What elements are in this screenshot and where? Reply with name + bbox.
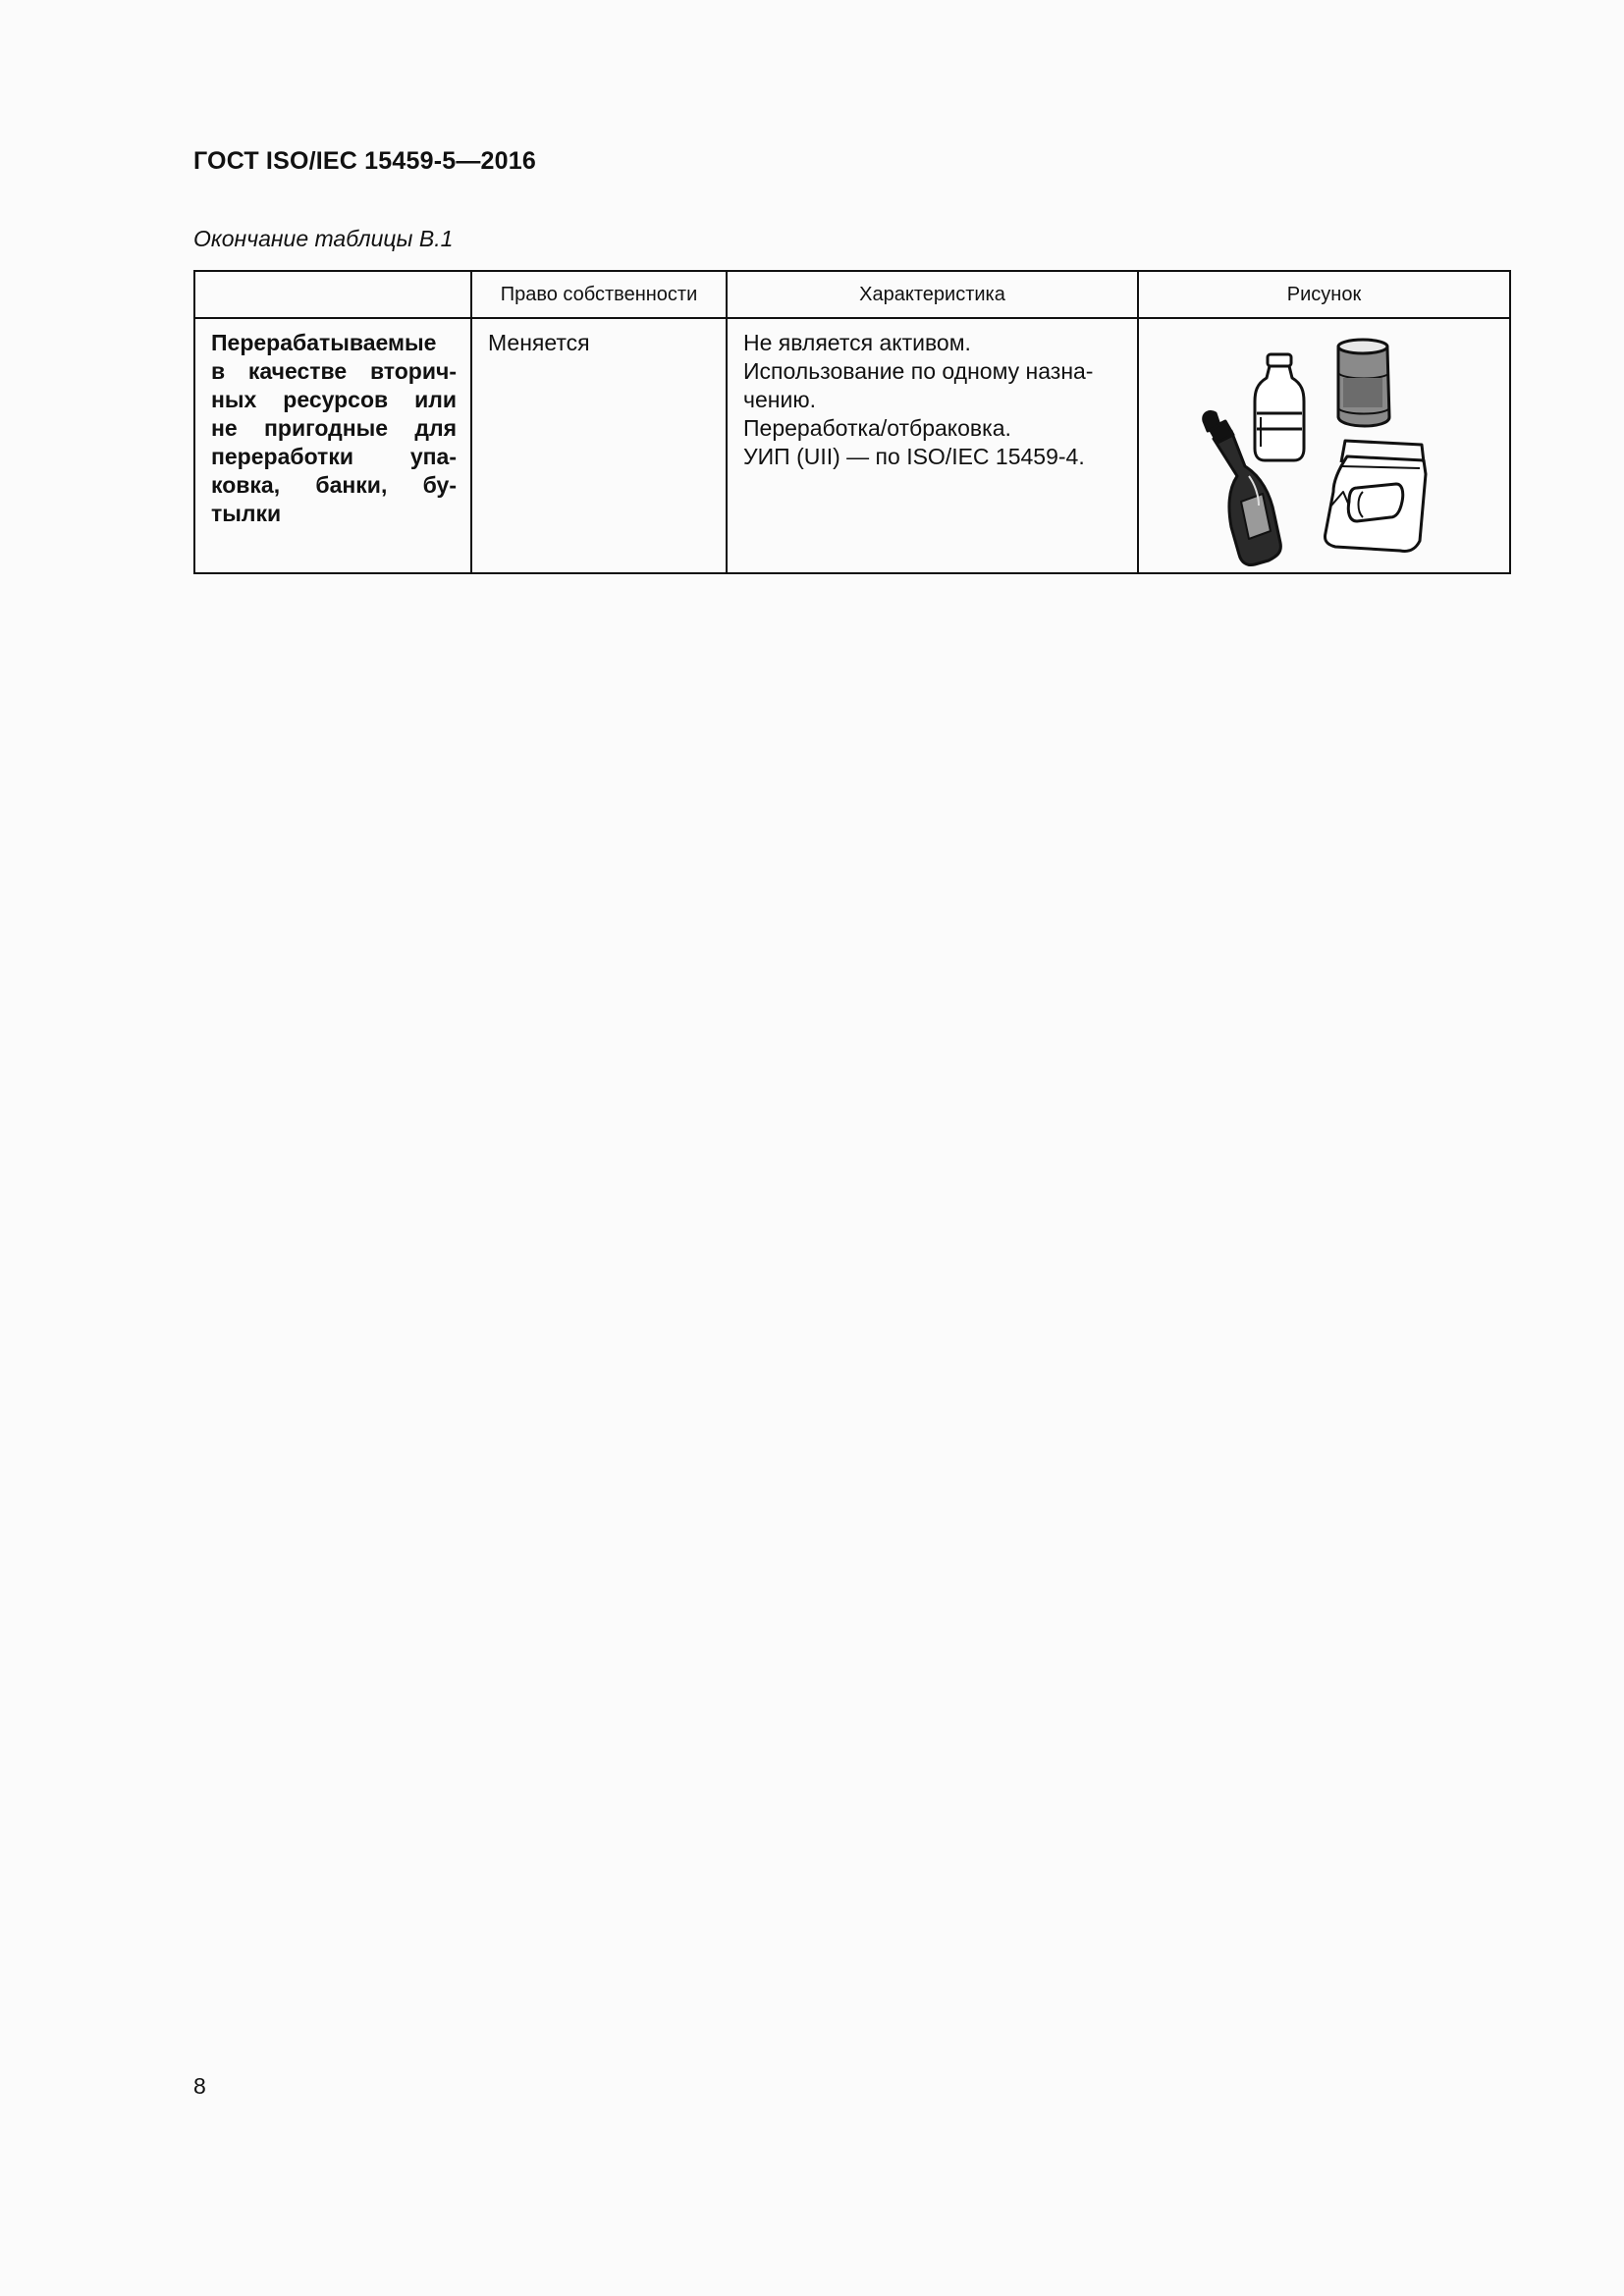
column-header-characteristic: Характеристика xyxy=(727,271,1138,318)
plastic-bottle-icon xyxy=(1255,354,1304,460)
characteristic-line: Не является активом. xyxy=(743,330,971,355)
table-caption: Окончание таблицы В.1 xyxy=(193,226,454,251)
category-line: не пригодные для xyxy=(211,415,457,441)
ownership-cell xyxy=(471,318,727,573)
page-number: 8 xyxy=(193,2073,206,2099)
can-icon xyxy=(1338,340,1389,426)
characteristic-cell xyxy=(727,318,1138,573)
characteristic-line: Переработка/отбраковка. xyxy=(743,415,1011,441)
category-cell xyxy=(194,318,471,573)
table-row xyxy=(194,318,1510,573)
category-line: тылки xyxy=(211,501,282,526)
column-header-category xyxy=(194,271,471,318)
package-bag-icon xyxy=(1325,441,1426,552)
picture-cell xyxy=(1138,318,1510,573)
main-table xyxy=(193,270,1511,574)
category-line: переработки упа- xyxy=(211,444,457,469)
category-line: ных ресурсов или xyxy=(211,387,457,412)
category-line: ковка, банки, бу- xyxy=(211,472,457,498)
characteristic-line: чению. xyxy=(743,387,816,412)
column-header-picture: Рисунок xyxy=(1138,271,1510,318)
characteristic-line: УИП (UII) — по ISO/IEC 15459-4. xyxy=(743,444,1085,469)
recycling-illustration xyxy=(1139,319,1507,570)
column-header-ownership: Право собственности xyxy=(471,271,727,318)
document-header: ГОСТ ISO/IEC 15459-5—2016 xyxy=(193,147,536,175)
characteristic-line: Использование по одному назна- xyxy=(743,358,1094,384)
table-header-row xyxy=(194,271,1510,318)
ownership-value: Меняется xyxy=(488,330,590,355)
category-line: в качестве вторич- xyxy=(211,358,457,384)
category-line: Перерабатываемые xyxy=(211,330,437,355)
